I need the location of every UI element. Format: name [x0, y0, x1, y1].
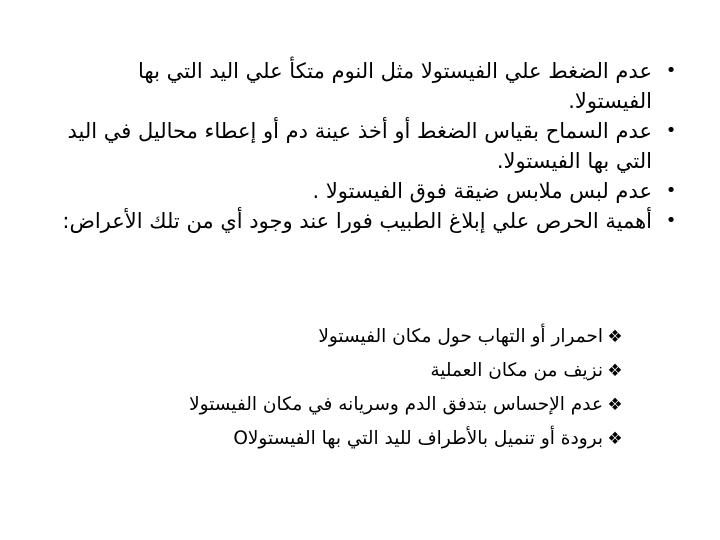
symptom-item	[55, 354, 625, 388]
diamond-bullet-icon: ❖	[607, 361, 623, 381]
bullet-icon: •	[665, 210, 677, 231]
symptom-item	[55, 422, 625, 456]
bullet-text: عدم السماح بقياس الضغط أو أخذ عينة دم أو إعطاء محاليل في اليد التي بها الفيستولا.	[67, 119, 652, 173]
bullet-item	[52, 176, 682, 206]
bullet-text: عدم الضغط علي الفيستولا مثل النوم متكأ علي اليد التي بها الفيستولا.	[138, 59, 652, 113]
bullet-text: عدم لبس ملابس ضيقة فوق الفيستولا .	[312, 179, 652, 203]
bullet-icon: •	[665, 180, 677, 201]
bullet-icon: •	[665, 120, 677, 141]
symptom-item	[55, 320, 625, 354]
symptom-list	[55, 320, 625, 456]
diamond-bullet-icon: ❖	[607, 327, 623, 347]
bullet-item	[52, 56, 682, 116]
bullet-item	[52, 116, 682, 176]
symptom-text: عدم الإحساس بتدفق الدم وسريانه في مكان الفيستولا	[189, 394, 603, 415]
bullet-text: أهمية الحرص علي إبلاغ الطبيب فورا عند وجود أي من تلك الأعراض:	[62, 209, 652, 233]
symptom-item	[55, 388, 625, 422]
symptom-text: نزيف من مكان العملية	[430, 360, 603, 381]
symptom-text: برودة أو تنميل بالأطراف لليد التي بها الفيستولاO	[233, 428, 603, 449]
bullet-icon: •	[665, 60, 677, 81]
bullet-list	[52, 56, 682, 236]
diamond-bullet-icon: ❖	[607, 429, 623, 449]
diamond-bullet-icon: ❖	[607, 395, 623, 415]
symptom-text: احمرار أو التهاب حول مكان الفيستولا	[318, 326, 603, 347]
bullet-item	[52, 206, 682, 236]
